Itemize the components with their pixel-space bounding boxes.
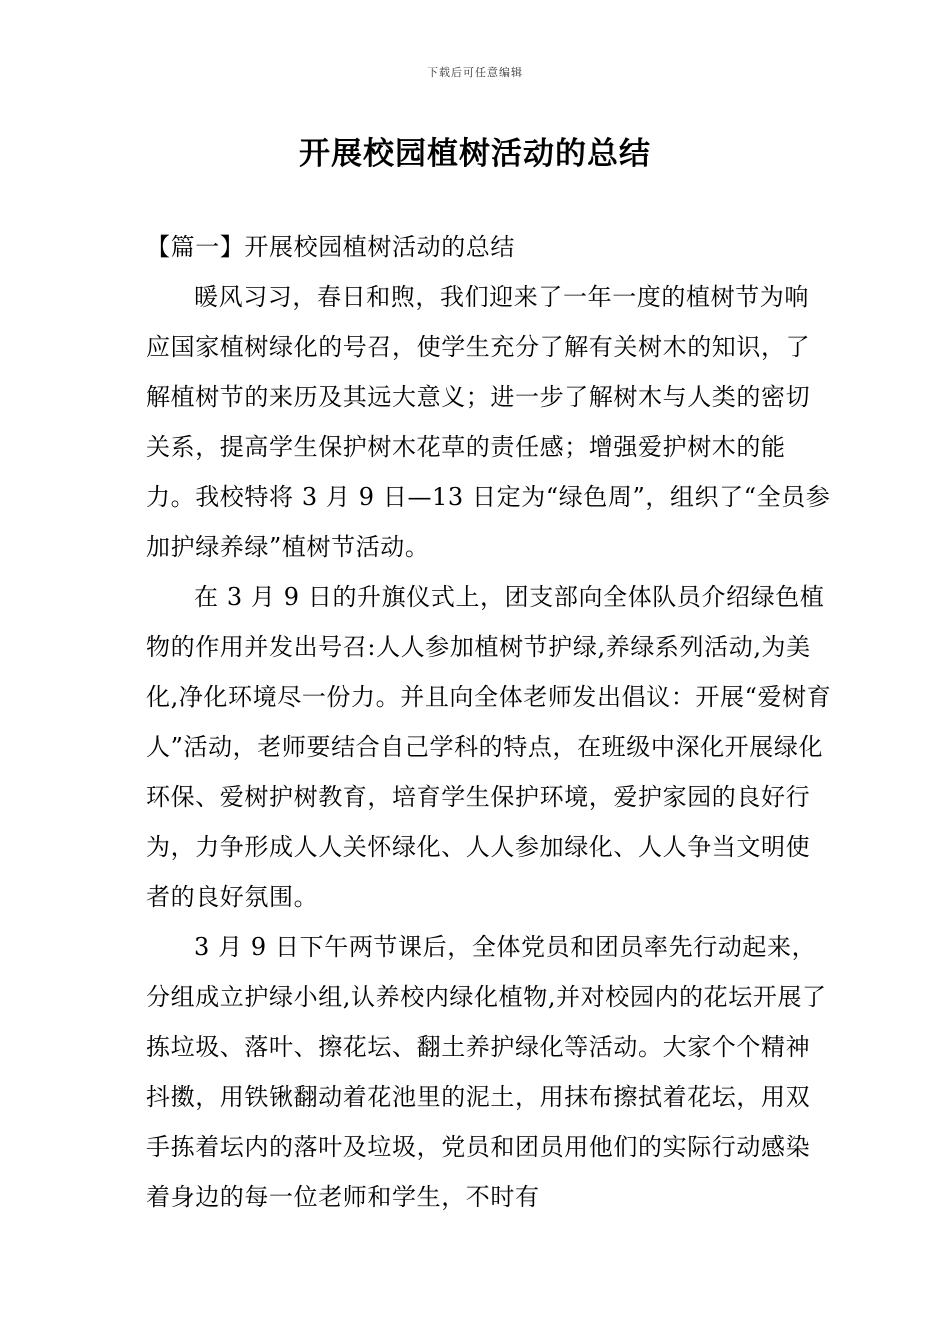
paragraph-1: 暖风习习，春日和煦，我们迎来了一年一度的植树节为响应国家植树绿化的号召，使学生充分了解有关树木的知识，了解植树节的来历及其远大意义；进一步了解树木与人类的密切关系，提高学生保护树木花草的责任感；增强爱护树木的能力。我校特将 3 月 9 日—13 日定为“绿色周”，组织了“全员参加护绿养绿”植树节活动。 [146,283,831,561]
document-title: 开展校园植树活动的总结 [299,136,651,172]
section-heading: 【篇一】开展校园植树活动的总结 [146,233,515,261]
document-body [146,222,832,1222]
paragraph-2: 在 3 月 9 日的升旗仪式上，团支部向全体队员介绍绿色植物的作用并发出号召:人人参加植树节护绿,养绿系列活动,为美化,净化环境尽一份力。并且向全体老师发出倡议：开展“爱树育人”活动，老师要结合自己学科的特点，在班级中深化开展绿化环保、爱树护树教育，培育学生保护环境，爱护家园的良好行为，力争形成人人关怀绿化、人人参加绿化、人人争当文明使者的良好氛围。 [146,583,832,911]
header-note: 下载后可任意编辑 [427,66,523,79]
paragraph-3: 3 月 9 日下午两节课后，全体党员和团员率先行动起来，分组成立护绿小组,认养校内绿化植物,并对校园内的花坛开展了拣垃圾、落叶、擦花坛、翻土养护绿化等活动。大家个个精神抖擞，用铁锹翻动着花池里的泥土，用抹布擦拭着花坛，用双手拣着坛内的落叶及垃圾，党员和团员用他们的实际行动感染着身边的每一位老师和学生，不时有 [146,933,827,1211]
